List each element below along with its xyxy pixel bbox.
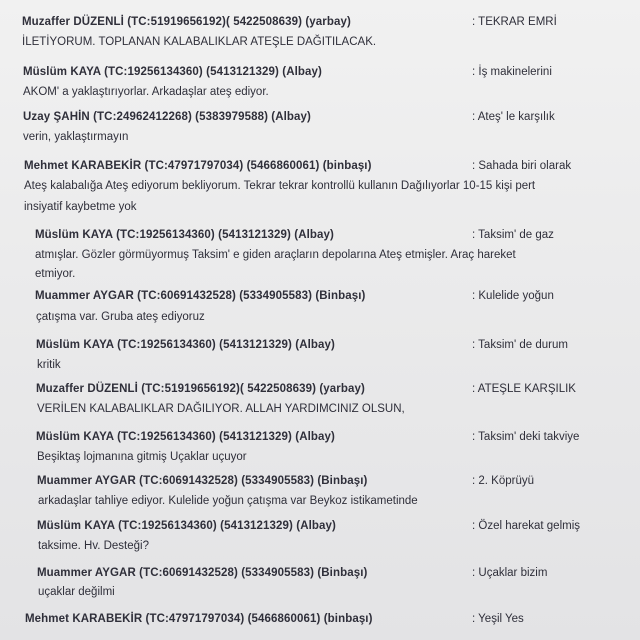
sender-header: Mehmet KARABEKİR (TC:47971797034) (5466860061) (binbaşı) [25,613,373,625]
message-body-line: taksime. Hv. Desteği? [38,540,149,552]
message-body-line: VERİLEN KALABALIKLAR DAĞILIYOR. ALLAH YARDIMCINIZ OLSUN, [37,403,405,415]
message-body-line: arkadaşlar tahliye ediyor. Kulelide yoğun çatışma var Beykoz istikametinde [38,495,418,507]
sender-header: Muzaffer DÜZENLİ (TC:51919656192)( 5422508639) (yarbay) [22,16,351,28]
sender-header: Muammer AYGAR (TC:60691432528) (5334905583) (Binbaşı) [35,290,366,302]
sender-header: Uzay ŞAHİN (TC:24962412268) (5383979588) (Albay) [23,111,311,123]
sender-header: Muammer AYGAR (TC:60691432528) (5334905583) (Binbaşı) [37,567,368,579]
message-start: : Ateş' le karşılık [472,111,555,123]
message-start: : Özel harekat gelmiş [472,520,581,532]
message-body-line: atmışlar. Gözler görmüyormuş Taksim' e giden araçların depolarına Ateş etmişler. Araç hareket [35,249,516,261]
message-body-line: etmiyor. [35,268,76,280]
message-body-line: uçaklar değilmi [38,586,115,598]
message-body-line: insiyatif kaybetme yok [24,201,137,213]
message-body-line: Beşiktaş lojmanına gitmiş Uçaklar uçuyor [37,451,247,463]
message-start: : Uçaklar bizim [472,567,548,579]
sender-header: Müslüm KAYA (TC:19256134360) (5413121329) (Albay) [36,431,335,443]
message-body-line: İLETİYORUM. TOPLANAN KALABALIKLAR ATEŞLE DAĞITILACAK. [22,36,377,48]
message-start: : Sahada biri olarak [472,160,572,172]
message-start: : Taksim' deki takviye [472,431,580,443]
sender-header: Mehmet KARABEKİR (TC:47971797034) (5466860061) (binbaşı) [24,160,372,172]
message-start: : Yeşil Yes [472,613,524,625]
message-body-line: kritik [37,359,61,371]
message-start: : İş makinelerini [472,66,552,78]
message-start: : TEKRAR EMRİ [472,16,557,28]
sender-header: Müslüm KAYA (TC:19256134360) (5413121329) (Albay) [35,229,334,241]
message-body-line: AKOM' a yaklaştırıyorlar. Arkadaşlar ateş ediyor. [23,86,269,98]
message-body-line: çatışma var. Gruba ateş ediyoruz [36,311,205,323]
message-start: : ATEŞLE KARŞILIK [472,383,576,395]
message-start: : Taksim' de gaz [472,229,554,241]
message-start: : Taksim' de durum [472,339,568,351]
sender-header: Muzaffer DÜZENLİ (TC:51919656192)( 5422508639) (yarbay) [36,383,365,395]
sender-header: Muammer AYGAR (TC:60691432528) (5334905583) (Binbaşı) [37,475,368,487]
sender-header: Müslüm KAYA (TC:19256134360) (5413121329) (Albay) [23,66,322,78]
message-start: : 2. Köprüyü [472,475,535,487]
sender-header: Müslüm KAYA (TC:19256134360) (5413121329) (Albay) [36,339,335,351]
sender-header: Müslüm KAYA (TC:19256134360) (5413121329) (Albay) [37,520,336,532]
message-start: : Kulelide yoğun [472,290,554,302]
message-body-line: verin, yaklaştırmayın [23,131,129,143]
message-body-line: Ateş kalabalığa Ateş ediyorum bekliyorum. Tekrar tekrar kontrollü kullanın Dağılıyorlar 10-15 kişi pert [24,180,536,192]
